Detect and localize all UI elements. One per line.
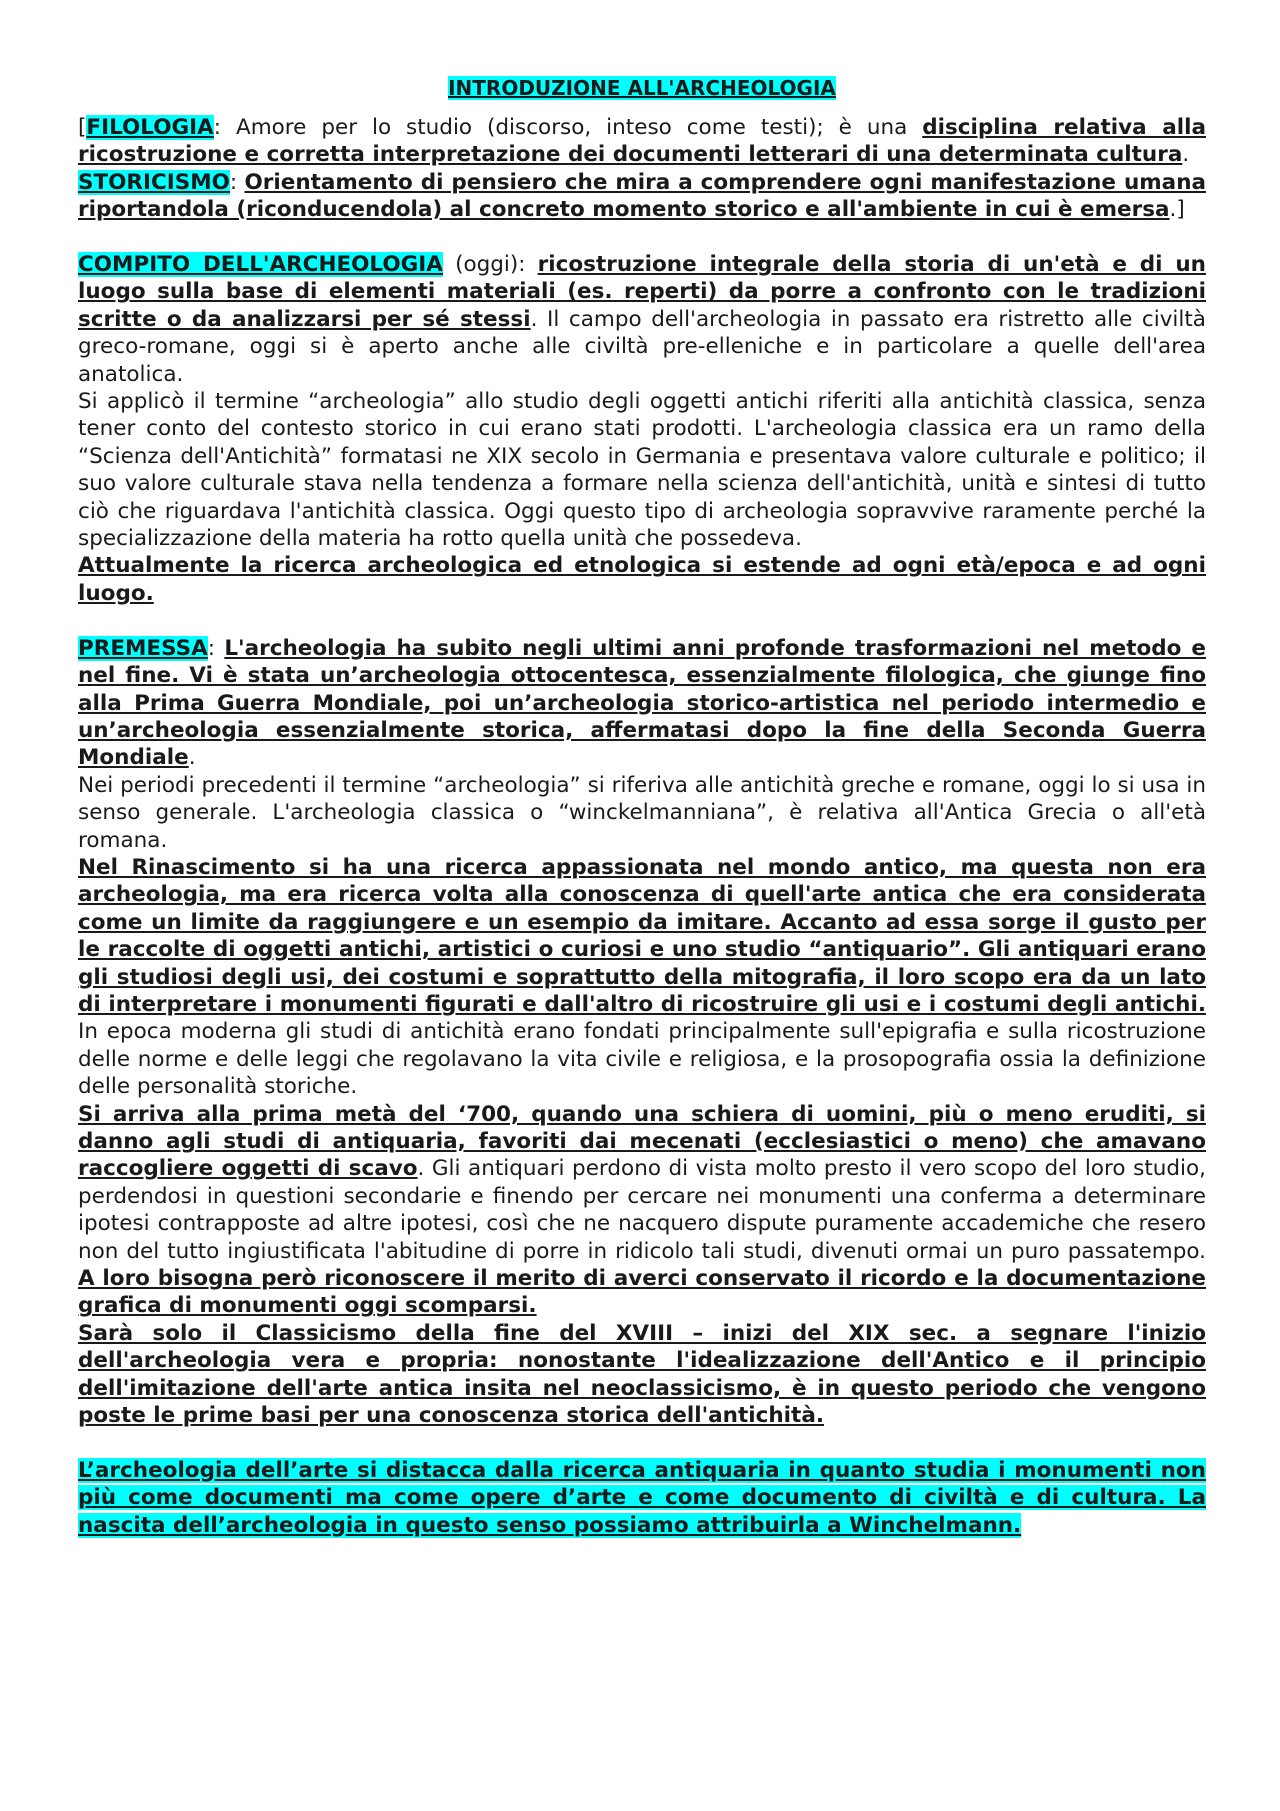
- paragraph-rinascimento: [78, 854, 1206, 1101]
- classicismo-text: Sarà solo il Classicismo della fine del XVIII – inizi del XIX sec. a segnare l'inizio dell'archeologia vera e propria: nonostante l'idealizzazione dell'Antico e il principio dell'imitazione dell'arte antica insita nel neoclassicismo, è in questo periodo che vengono poste le prime basi per una conoscenza storica dell'antichità.: [78, 1320, 1206, 1429]
- compito-text: (oggi):: [442, 252, 538, 278]
- premessa-text: :: [207, 635, 225, 661]
- paragraph-archeologia-arte: [78, 1457, 1206, 1539]
- spacer: [78, 607, 1206, 634]
- paragraph-premessa: [78, 635, 1206, 772]
- premessa-definition: L'archeologia ha subito negli ultimi anni profonde trasformazioni nel metodo e nel fine. Vi è stata un’archeologia ottocentesca, essenzialmente filologica, che giunge fino alla Prima Guerra Mondiale, poi un’archeologia storico-artistica nel periodo intermedio e un’archeologia essenzialmente storica, affermatasi dopo la fine della Seconda Guerra Mondiale: [78, 635, 1206, 771]
- archeologia-arte-text: L’archeologia dell’arte si distacca dalla ricerca antiquaria in quanto studia i monumenti non più come documenti ma come opere d’arte e come documento di civiltà e di cultura. La nascita dell’archeologia in questo senso possiamo attribuirla a Winchelmann.: [78, 1457, 1206, 1538]
- spacer: [78, 224, 1206, 251]
- storicismo-text: :: [229, 169, 245, 195]
- paragraph-attualmente: [78, 552, 1206, 607]
- open-bracket: [: [78, 115, 87, 140]
- settecento-bold: Si arriva alla prima metà del ‘700, quando una schiera di uomini, più o meno eruditi, si danno agli studi di antiquaria, favoriti dai mecenati (ecclesiastici o meno) che amavano raccogliere oggetti di scavo: [78, 1101, 1206, 1182]
- settecento-text: . Gli antiquari perdono di vista molto presto il vero scopo del loro studio, perdendosi in questioni secondarie e finendo per cercare nei monumenti una conferma a determinare ipotesi contrapposte ad altre ipotesi, così che ne nacquero dispute puramente accademiche che resero non del tutto ingiustificata l'abitudine di porre in ridicolo tali studi, divenuti ormai un puro passatempo.: [78, 1156, 1206, 1264]
- paragraph-settecento: [78, 1101, 1206, 1320]
- settecento-merito: A loro bisogna però riconoscere il merito di averci conservato il ricordo e la documentazione grafica di monumenti oggi scomparsi.: [78, 1266, 1206, 1319]
- paragraph-filologia: [78, 114, 1206, 169]
- attualmente-text: Attualmente la ricerca archeologica ed etnologica si estende ad ogni età/epoca e ad ogni luogo.: [78, 553, 1206, 606]
- paragraph-classicismo: [78, 1320, 1206, 1430]
- paragraph-periodi: Nei periodi precedenti il termine “archeologia” si riferiva alle antichità greche e romane, oggi lo si usa in senso generale. L'archeologia classica o “winckelmanniana”, è relativa all'Antica Grecia o all'età romana.: [78, 772, 1206, 853]
- storicismo-end: .]: [1169, 197, 1185, 223]
- title-text: INTRODUZIONE ALL'ARCHEOLOGIA: [448, 76, 836, 100]
- paragraph-storicismo: [78, 169, 1206, 224]
- term-premessa: PREMESSA: [78, 635, 208, 661]
- filologia-definition: disciplina relativa alla ricostruzione e corretta interpretazione dei documenti letterari di una determinata cultura: [78, 115, 1207, 168]
- term-compito: COMPITO DELL'ARCHEOLOGIA: [78, 252, 443, 278]
- paragraph-termine: Si applicò il termine “archeologia” allo studio degli oggetti antichi riferiti alla antichità classica, senza tener conto del contesto storico in cui erano stati prodotti. L'archeologia classica era un ramo della “Scienza dell'Antichità” formatasi ne XIX secolo in Germania e presentava valore culturale e politico; il suo valore culturale stava nella tendenza a formare nella scienza dell'antichità, unità e sintesi di tutto ciò che riguardava l'antichità classica. Oggi questo tipo di archeologia sopravvive raramente perché la specializzazione della materia ha rotto quella unità che possedeva.: [78, 389, 1206, 552]
- rinascimento-bold: Nel Rinascimento si ha una ricerca appassionata nel mondo antico, ma questa non era archeologia, ma era ricerca volta alla conoscenza di quell'arte antica che era considerata come un limite da raggiungere e un esempio da imitare. Accanto ad essa sorge il gusto per le raccolte di oggetti antichi, artistici o curiosi e uno studio “antiquario”. Gli antiquari erano gli studiosi degli usi, dei costumi e soprattutto della mitografia, il loro scopo era da un lato di interpretare i monumenti figurati e dall'altro di ricostruire gli usi e i costumi degli antichi.: [78, 854, 1206, 1017]
- paragraph-compito: [78, 251, 1206, 388]
- filologia-end: .: [1182, 142, 1190, 168]
- storicismo-definition: Orientamento di pensiero che mira a comprendere ogni manifestazione umana riportandola (riconducendola) al concreto momento storico e all'ambiente in cui è emersa: [78, 169, 1207, 223]
- term-storicismo: STORICISMO: [78, 169, 230, 195]
- term-filologia: FILOLOGIA: [86, 115, 214, 140]
- compito-end: . Il campo dell'archeologia in passato era ristretto alle civiltà greco-romane, oggi si è aperto anche alle civiltà pre-elleniche e in particolare a quelle dell'area anatolica.: [78, 306, 1206, 387]
- document-page: [78, 74, 1206, 1539]
- spacer: [78, 1429, 1206, 1456]
- rinascimento-text: In epoca moderna gli studi di antichità erano fondati principalmente sull'epigrafia e sulla ricostruzione delle norme e delle leggi che regolavano la vita civile e religiosa, e la prosopografia ossia la definizione delle personalità storiche.: [78, 1019, 1206, 1100]
- compito-definition: ricostruzione integrale della storia di un'età e di un luogo sulla base di elementi materiali (es. reperti) da porre a confronto con le tradizioni scritte o da analizzarsi per sé stessi: [78, 252, 1206, 332]
- filologia-text: : Amore per lo studio (discorso, inteso come testi); è una: [213, 115, 923, 140]
- premessa-end: .: [188, 745, 196, 771]
- document-title: [78, 74, 1206, 102]
